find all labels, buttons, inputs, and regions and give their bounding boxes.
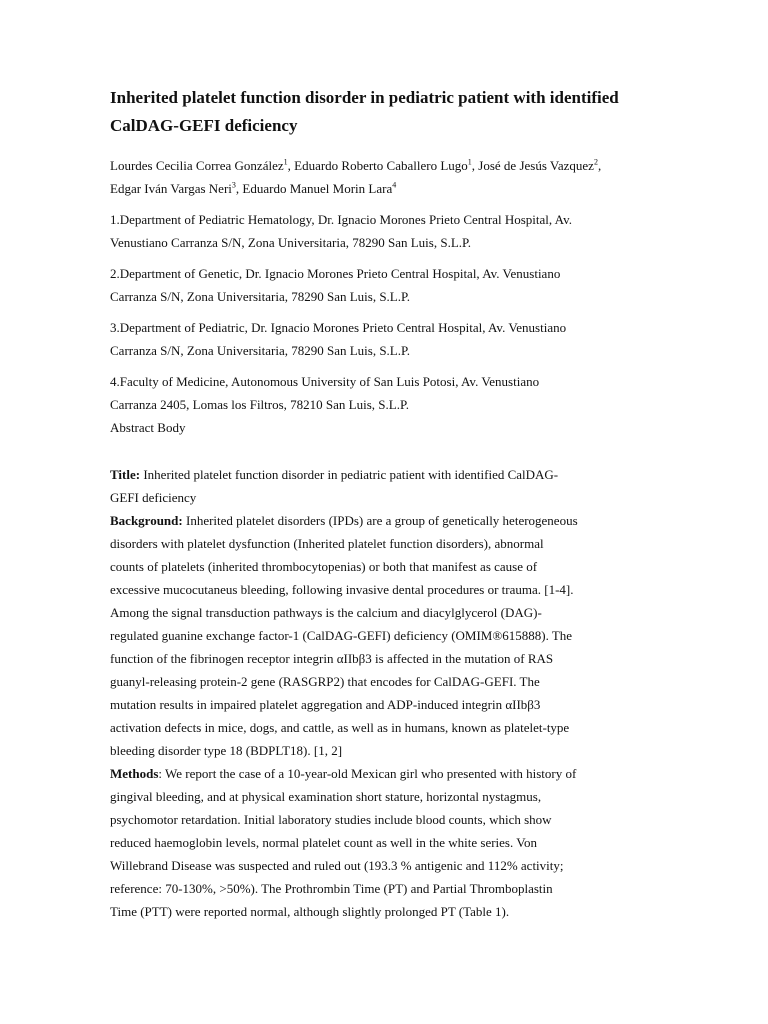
affiliation-2 [110, 262, 650, 308]
author-line [110, 177, 650, 200]
paragraph-line: psychomotor retardation. Initial laboratory studies include blood counts, which show [110, 812, 552, 827]
paragraph-line: bleeding disorder type 18 (BDPLT18). [1, 2] [110, 743, 343, 758]
paragraph-line: function of the fibrinogen receptor integrin αIIbβ3 is affected in the mutation of RAS [110, 651, 554, 666]
paragraph-line: guanyl-releasing protein-2 gene (RASGRP2) that encodes for CalDAG-GEFI. The [110, 674, 540, 689]
title-line: CalDAG-GEFI deficiency [110, 116, 298, 135]
author-name: Edgar Iván Vargas Neri [110, 181, 232, 196]
abstract-title-paragraph [110, 463, 650, 509]
document-page [110, 84, 650, 923]
paragraph-line: regulated guanine exchange factor-1 (CalDAG-GEFI) deficiency (OMIM®615888). The [110, 628, 573, 643]
paragraph-line [110, 463, 650, 486]
title-line: Inherited platelet function disorder in pediatric patient with identified [110, 88, 619, 107]
paragraph-line: reference: 70-130%, >50%). The Prothrombin Time (PT) and Partial Thromboplastin [110, 881, 553, 896]
affiliation-marker: 3 [231, 180, 236, 190]
author-separator: , [235, 181, 243, 196]
paragraph-line: gingival bleeding, and at physical examination short stature, horizontal nystagmus, [110, 789, 542, 804]
affiliation-4 [110, 370, 650, 416]
background-text: Inherited platelet disorders (IPDs) are a group of genetically heterogeneous [182, 513, 578, 528]
author-line [110, 154, 650, 177]
author-name: José de Jesús Vazquez [478, 158, 594, 173]
affiliation-line: Venustiano Carranza S/N, Zona Universitaria, 78290 San Luis, S.L.P. [110, 235, 472, 250]
affiliation-marker: 2 [593, 157, 598, 167]
paragraph-line: GEFI deficiency [110, 490, 197, 505]
paragraph-line: disorders with platelet dysfunction (Inherited platelet function disorders), abnormal [110, 536, 544, 551]
paragraph-line: excessive mucocutaneus bleeding, following invasive dental procedures or trauma. [1-4]. [110, 582, 574, 597]
affiliation-line: Carranza 2405, Lomas los Filtros, 78210 San Luis, S.L.P. [110, 397, 409, 412]
affiliation-line: 1.Department of Pediatric Hematology, Dr. Ignacio Morones Prieto Central Hospital, Av. [110, 212, 572, 227]
methods-label: Methods [110, 766, 159, 781]
affiliation-marker: 1 [283, 157, 288, 167]
author-name: Eduardo Roberto Caballero Lugo [294, 158, 468, 173]
background-paragraph [110, 509, 650, 762]
affiliation-3 [110, 316, 650, 362]
title-text: Inherited platelet function disorder in pediatric patient with identified CalDAG- [140, 467, 559, 482]
paragraph-line: reduced haemoglobin levels, normal platelet count as well in the white series. Von [110, 835, 537, 850]
author-list [110, 154, 650, 200]
affiliation-line: 2.Department of Genetic, Dr. Ignacio Morones Prieto Central Hospital, Av. Venustiano [110, 266, 561, 281]
paragraph-line: mutation results in impaired platelet aggregation and ADP-induced integrin αIIbβ3 [110, 697, 541, 712]
author-separator: , [287, 158, 295, 173]
paragraph-line: activation defects in mice, dogs, and cattle, as well as in humans, known as platelet-type [110, 720, 570, 735]
title-label: Title: [110, 467, 141, 482]
author-name: Lourdes Cecilia Correa González [110, 158, 284, 173]
affiliation-marker: 4 [392, 180, 397, 190]
methods-text: : We report the case of a 10-year-old Mexican girl who presented with history of [158, 766, 577, 781]
affiliation-line: Carranza S/N, Zona Universitaria, 78290 San Luis, S.L.P. [110, 343, 411, 358]
author-separator: , [471, 158, 479, 173]
affiliation-line: Carranza S/N, Zona Universitaria, 78290 San Luis, S.L.P. [110, 289, 411, 304]
affiliation-marker: 1 [467, 157, 472, 167]
paragraph-line: counts of platelets (inherited thrombocytopenias) or both that manifest as cause of [110, 559, 538, 574]
author-separator: , [597, 158, 602, 173]
paragraph-line [110, 509, 650, 532]
methods-paragraph [110, 762, 650, 923]
background-label: Background: [110, 513, 183, 528]
paragraph-line: Time (PTT) were reported normal, although slightly prolonged PT (Table 1). [110, 904, 510, 919]
paragraph-line: Willebrand Disease was suspected and ruled out (193.3 % antigenic and 112% activity; [110, 858, 564, 873]
paper-title [110, 84, 650, 140]
affiliation-line: 4.Faculty of Medicine, Autonomous University of San Luis Potosi, Av. Venustiano [110, 374, 540, 389]
author-name: Eduardo Manuel Morin Lara [242, 181, 393, 196]
paragraph-line [110, 762, 650, 785]
affiliation-1 [110, 208, 650, 254]
affiliation-line: 3.Department of Pediatric, Dr. Ignacio Morones Prieto Central Hospital, Av. Venustiano [110, 320, 567, 335]
abstract-heading: Abstract Body [110, 420, 186, 435]
paragraph-line: Among the signal transduction pathways is the calcium and diacylglycerol (DAG)- [110, 605, 542, 620]
